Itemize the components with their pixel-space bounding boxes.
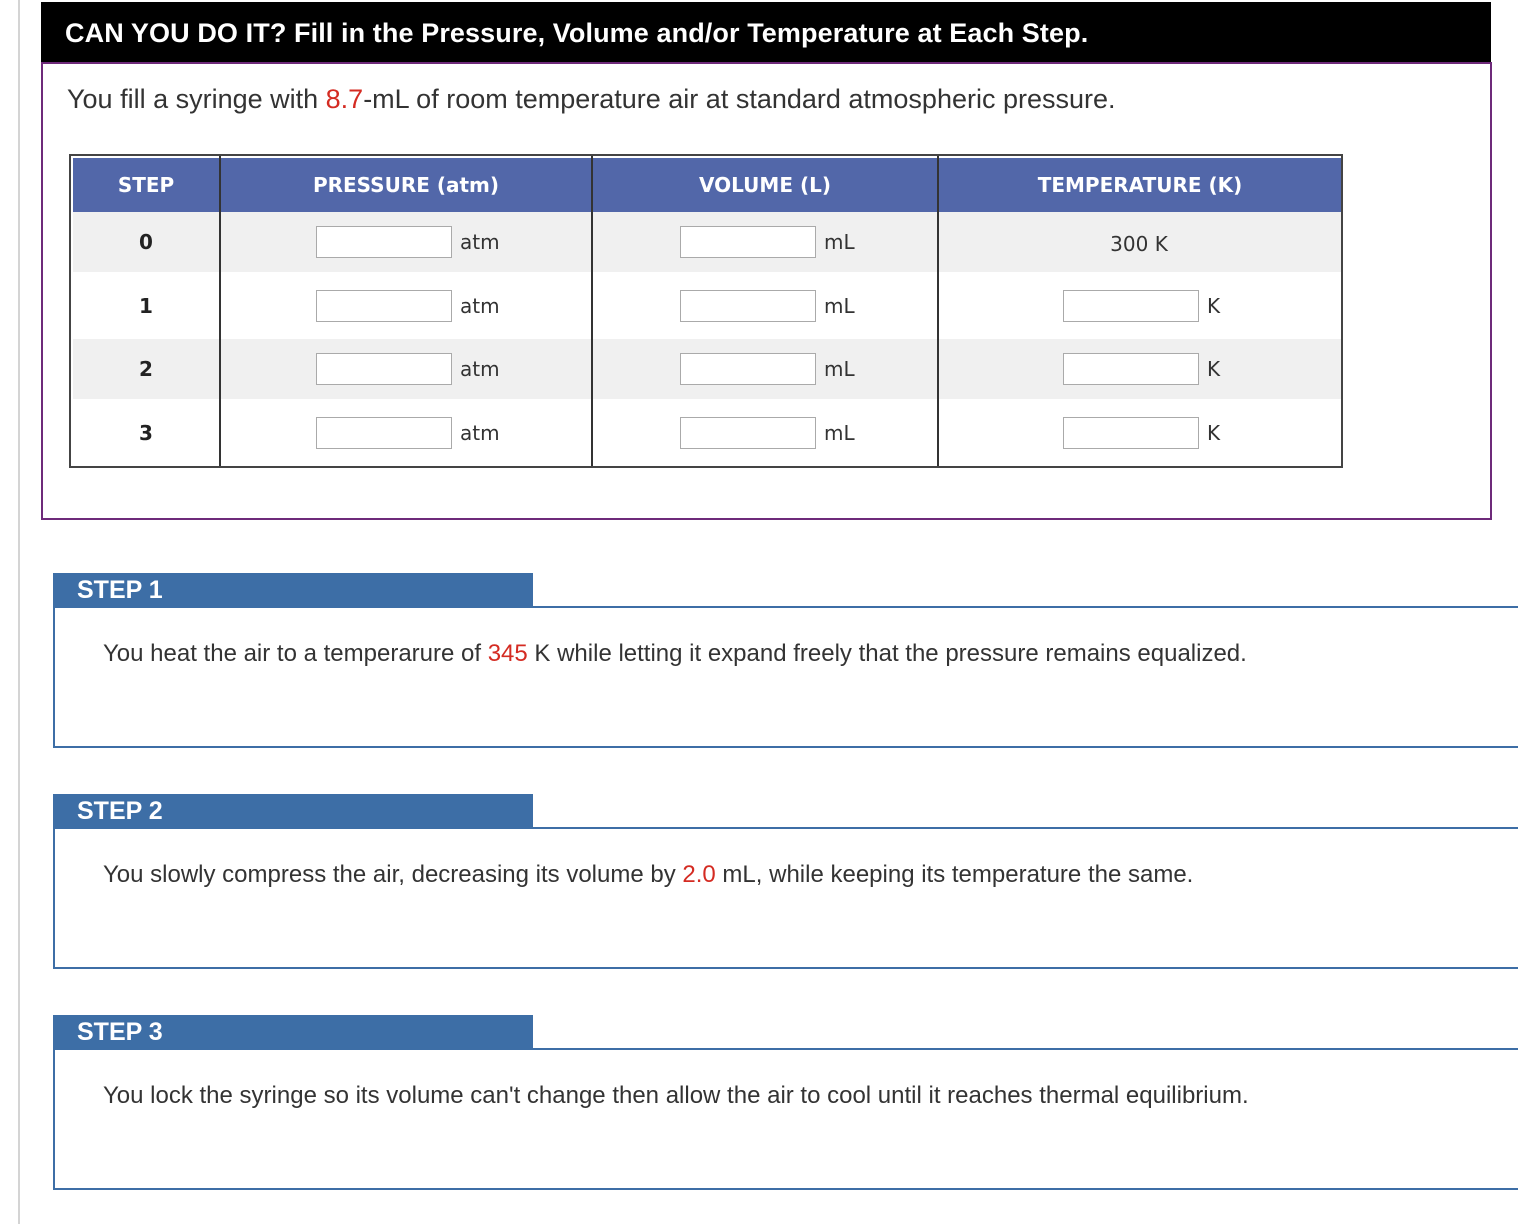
step-2-description: [103, 861, 1193, 889]
step-3-box: [53, 1048, 1518, 1190]
step-2-box: [53, 827, 1518, 969]
row-step-number: 2: [139, 357, 153, 381]
step-2-header: STEP 2: [53, 794, 533, 828]
intro-volume-value: 8.7: [325, 84, 364, 114]
step-3-description: [103, 1082, 1249, 1110]
column-divider: [219, 156, 221, 466]
volume-unit: mL: [824, 294, 855, 318]
table-row: [73, 276, 1341, 336]
intro-after: -mL of room temperature air at standard atmospheric pressure.: [363, 84, 1116, 114]
volume-unit: mL: [824, 230, 855, 254]
intro-before: You fill a syringe with: [67, 84, 326, 114]
step-3-text-before: You lock the syringe so its volume can't change then allow the air to cool until it reaches thermal equilibrium.: [103, 1082, 1249, 1109]
page-title: CAN YOU DO IT? Fill in the Pressure, Volume and/or Temperature at Each Step.: [65, 18, 1089, 48]
step-2-text-after: mL, while keeping its temperature the same.: [715, 861, 1194, 888]
pressure-unit: atm: [460, 357, 500, 381]
volume-input-step-2[interactable]: [680, 353, 816, 385]
title-bar: [41, 2, 1491, 62]
pressure-unit: atm: [460, 294, 500, 318]
pressure-unit: atm: [460, 230, 500, 254]
intro-text: [67, 84, 1116, 115]
row-step-number: 3: [139, 421, 153, 445]
table-header: [73, 158, 1341, 212]
row-step-number: 0: [139, 230, 153, 254]
row-step-number: 1: [139, 294, 153, 318]
column-divider: [937, 156, 939, 466]
header-volume: VOLUME (L): [699, 173, 831, 197]
header-pressure: PRESSURE (atm): [312, 173, 500, 197]
step-1-description: [103, 640, 1247, 668]
pressure-input-step-3[interactable]: [316, 417, 452, 449]
step-1-temperature-value: 345: [487, 640, 528, 667]
problem-box: [41, 62, 1492, 520]
step-1-header: STEP 1: [53, 573, 533, 607]
temperature-input-step-1[interactable]: [1063, 290, 1199, 322]
column-divider: [591, 156, 593, 466]
pressure-unit: atm: [460, 421, 500, 445]
volume-unit: mL: [824, 357, 855, 381]
header-temperature: TEMPERATURE (K): [1037, 173, 1243, 197]
step-1-box: [53, 606, 1518, 748]
temperature-input-step-3[interactable]: [1063, 417, 1199, 449]
temperature-unit: K: [1207, 294, 1221, 318]
table-row: [73, 212, 1341, 272]
step-2-text-before: You slowly compress the air, decreasing its volume by: [103, 861, 683, 888]
temperature-unit: K: [1207, 421, 1221, 445]
pressure-input-step-1[interactable]: [316, 290, 452, 322]
page-left-rule: [18, 0, 20, 1224]
step-3-header: STEP 3: [53, 1015, 533, 1049]
pressure-input-step-2[interactable]: [316, 353, 452, 385]
step-2-volume-value: 2.0: [682, 861, 716, 888]
volume-input-step-3[interactable]: [680, 417, 816, 449]
temperature-input-step-2[interactable]: [1063, 353, 1199, 385]
pressure-input-step-0[interactable]: [316, 226, 452, 258]
header-step: STEP: [117, 173, 175, 197]
step-1-text-before: You heat the air to a temperarure of: [103, 640, 488, 667]
volume-unit: mL: [824, 421, 855, 445]
table-row: [73, 403, 1341, 463]
table-row: [73, 339, 1341, 399]
step-1-text-after: K while letting it expand freely that the pressure remains equalized.: [527, 640, 1247, 667]
volume-input-step-1[interactable]: [680, 290, 816, 322]
temperature-value-step-0: 300 K: [1110, 232, 1168, 256]
pvt-table: [69, 154, 1343, 468]
volume-input-step-0[interactable]: [680, 226, 816, 258]
temperature-unit: K: [1207, 357, 1221, 381]
